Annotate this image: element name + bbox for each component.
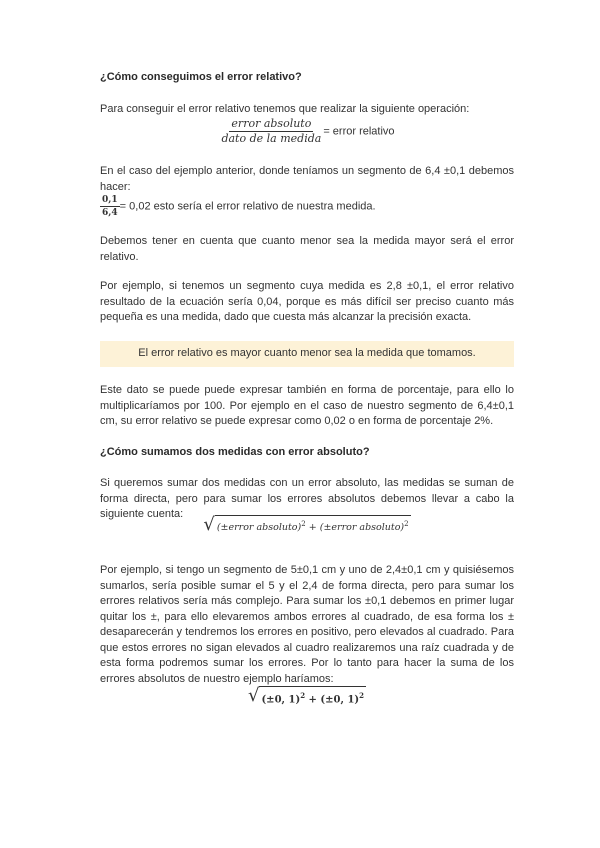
term-b: (±error absoluto) xyxy=(319,522,405,534)
example-paragraph: En el caso del ejemplo anterior, donde teníamos un segmento de 6,4 ±0,1 debemos hacer: xyxy=(100,165,514,193)
example-radical-sign-icon: √ xyxy=(247,685,260,706)
square-root xyxy=(203,515,410,535)
section-title-relative-error: ¿Cómo conseguimos el error relativo? xyxy=(100,71,302,83)
example-plus-sign: + xyxy=(308,694,317,706)
exp-a: 2 xyxy=(301,520,306,528)
example-radicand xyxy=(259,686,366,707)
example-term-a: (±0, 1) xyxy=(261,694,301,706)
formula-result: = error relativo xyxy=(323,125,395,138)
example-exp-b: 2 xyxy=(359,691,365,700)
example-exp-a: 2 xyxy=(300,691,306,700)
formula-numerator: error absoluto xyxy=(231,117,312,130)
example-square-root xyxy=(248,686,366,707)
callout-text: El error relativo es mayor cuanto menor sea la medida que tomamos. xyxy=(138,347,476,360)
formula-denominator: dato de la medida xyxy=(221,132,322,145)
sum-example-formula xyxy=(100,686,514,707)
relative-error-formula xyxy=(100,118,514,145)
radical-sign-icon: √ xyxy=(203,514,215,535)
example2-paragraph: Por ejemplo, si tenemos un segmento cuya medida es 2,8 ±0,1, el error relativo resultado de la ecuación sería 0,04, porque es más difícil ser preciso cuanto más pequeña es una medida, dado que cuesta más alcanzar la precisión exacta. xyxy=(100,280,514,323)
example-fraction xyxy=(100,195,120,218)
term-a: (±error absoluto) xyxy=(216,522,302,534)
percent-paragraph: Este dato se puede puede expresar también en forma de porcentaje, para ello lo multiplicaríamos por 100. Por ejemplo en el caso de nuestro segmento de 6,4±0,1 cm, su error relativo se puede expresar como 0,02 o en forma de porcentaje 2%. xyxy=(100,384,514,427)
radicand xyxy=(215,515,411,535)
exp-b: 2 xyxy=(404,520,409,528)
example-denominator: 6,4 xyxy=(102,208,118,218)
example-formula xyxy=(100,195,514,218)
example-numerator: 0,1 xyxy=(102,195,118,205)
formula-fraction xyxy=(219,118,323,145)
section-title-sum-errors: ¿Cómo sumamos dos medidas con error absoluto? xyxy=(100,446,370,458)
highlight-callout xyxy=(100,341,514,367)
example-term-b: (±0, 1) xyxy=(320,694,360,706)
sum-example-paragraph: Por ejemplo, si tengo un segmento de 5±0,1 cm y uno de 2,4±0,1 cm y quisiésemos sumarlos, sería posible sumar el 5 y el 2,4 de forma directa, pero para sumar los errores relativos sería más complejo. Para sumar los ±0,1 debemos en primer lugar quitar los ±, para ello elevaremos ambos errores al cuadrado, de esa forma los ± desaparecerán y tendremos los errores en positivo, pero elevados al cuadrado. Para que estos errores no sigan elevados al cuadro realizaremos una raíz cuadrada y de esta forma podremos sumar los errores. Por lo tanto para hacer la suma de los errores absolutos de nuestro ejemplo haríamos: xyxy=(100,564,514,685)
relative-error-intro: Para conseguir el error relativo tenemos que realizar la siguiente operación: xyxy=(100,103,470,115)
example-result: = 0,02 esto sería el error relativo de nuestra medida. xyxy=(119,200,376,213)
note-paragraph: Debemos tener en cuenta que cuanto menor sea la medida mayor será el error relativo. xyxy=(100,235,514,263)
sum-formula xyxy=(100,515,514,536)
plus-sign: + xyxy=(308,522,317,534)
sum-intro-paragraph: Si queremos sumar dos medidas con un error absoluto, las medidas se suman de forma directa, pero para sumar los errores absolutos debemos llevar a cabo la siguiente cuenta: xyxy=(100,477,514,520)
